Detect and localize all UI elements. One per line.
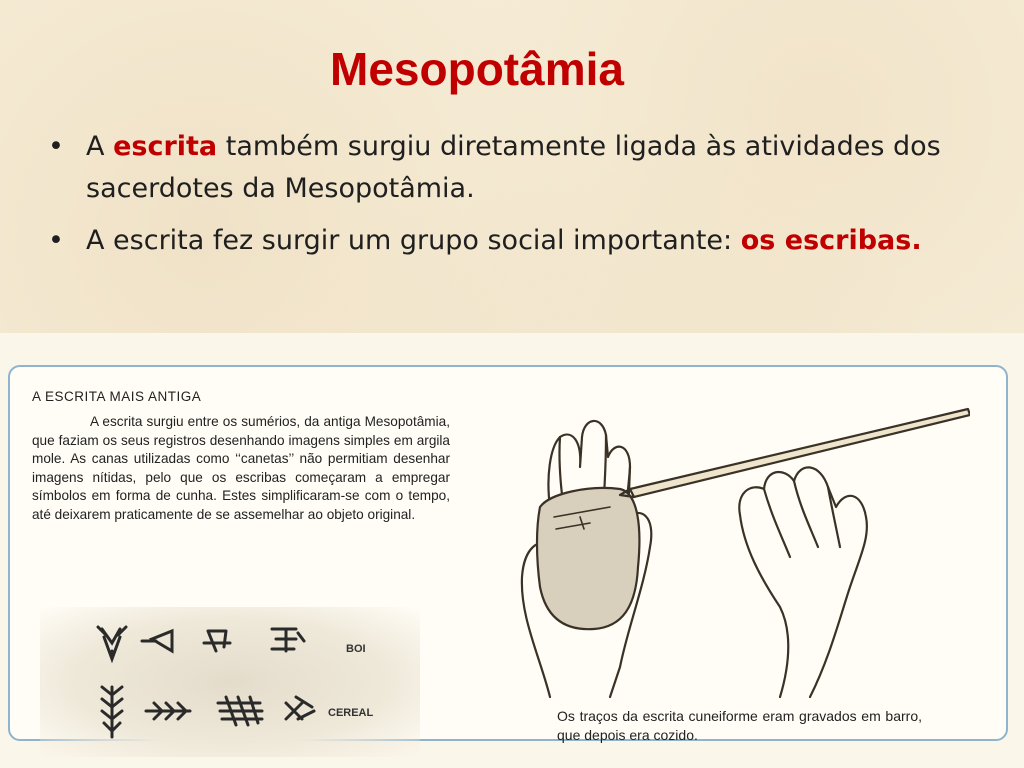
bullet-text-pre: A [86, 131, 114, 162]
ox-cuneiform-1-icon [204, 631, 230, 651]
grain-transition-icon [146, 703, 190, 719]
cuneiform-signs [40, 607, 420, 757]
slide-title: Mesopotâmia [330, 43, 624, 95]
grain-cuneiform-2-icon [286, 697, 314, 719]
bullet-highlight: escrita [113, 131, 218, 162]
figure-heading: A ESCRITA MAIS ANTIGA [32, 389, 202, 404]
sign-label-ox: BOI [346, 643, 366, 655]
bullet-text-post: também surgiu diretamente ligada às atividades dos sacerdotes da Mesopotâmia. [86, 131, 941, 204]
cuneiform-signs-panel [40, 607, 420, 757]
illustration-caption: Os traços da escrita cuneiforme eram gravados em barro, que depois era cozido. [557, 708, 922, 743]
bullet-dot: • [48, 131, 64, 162]
reed-stylus [630, 409, 970, 497]
bullet-item [48, 220, 978, 262]
figure-body-text: A escrita surgiu entre os sumérios, da antiga Mesopotâmia, que faziam os seus registros desenhando imagens simples em argila mole. As canas utilizadas como ‘‘canetas’’ não permitiam desenhar imagens nítidas, pelo que os escribas começaram a empregar símbolos em forma de cunha. Estes simplificaram-se com o tempo, até deixarem praticamente de se assemelhar ao objeto original. [32, 414, 450, 522]
bullet-dot: • [48, 225, 64, 256]
ox-transition-icon [142, 631, 172, 651]
ox-cuneiform-2-icon [272, 629, 304, 651]
right-hand-outline [739, 467, 867, 697]
bullet-highlight: os escribas. [740, 225, 922, 256]
bullet-text-pre: A escrita fez surgir um grupo social importante: [86, 225, 741, 256]
clay-tablet [537, 488, 639, 629]
ox-pictogram-icon [98, 627, 126, 659]
sign-label-cereal: CEREAL [328, 707, 374, 719]
grain-cuneiform-1-icon [218, 697, 262, 725]
figure-box [8, 365, 1008, 741]
grain-pictogram-icon [102, 687, 122, 737]
bullet-list [48, 126, 978, 272]
bullet-item [48, 126, 978, 210]
hands-tablet-stylus-illustration [510, 397, 970, 707]
textbook-figure [0, 333, 1024, 768]
